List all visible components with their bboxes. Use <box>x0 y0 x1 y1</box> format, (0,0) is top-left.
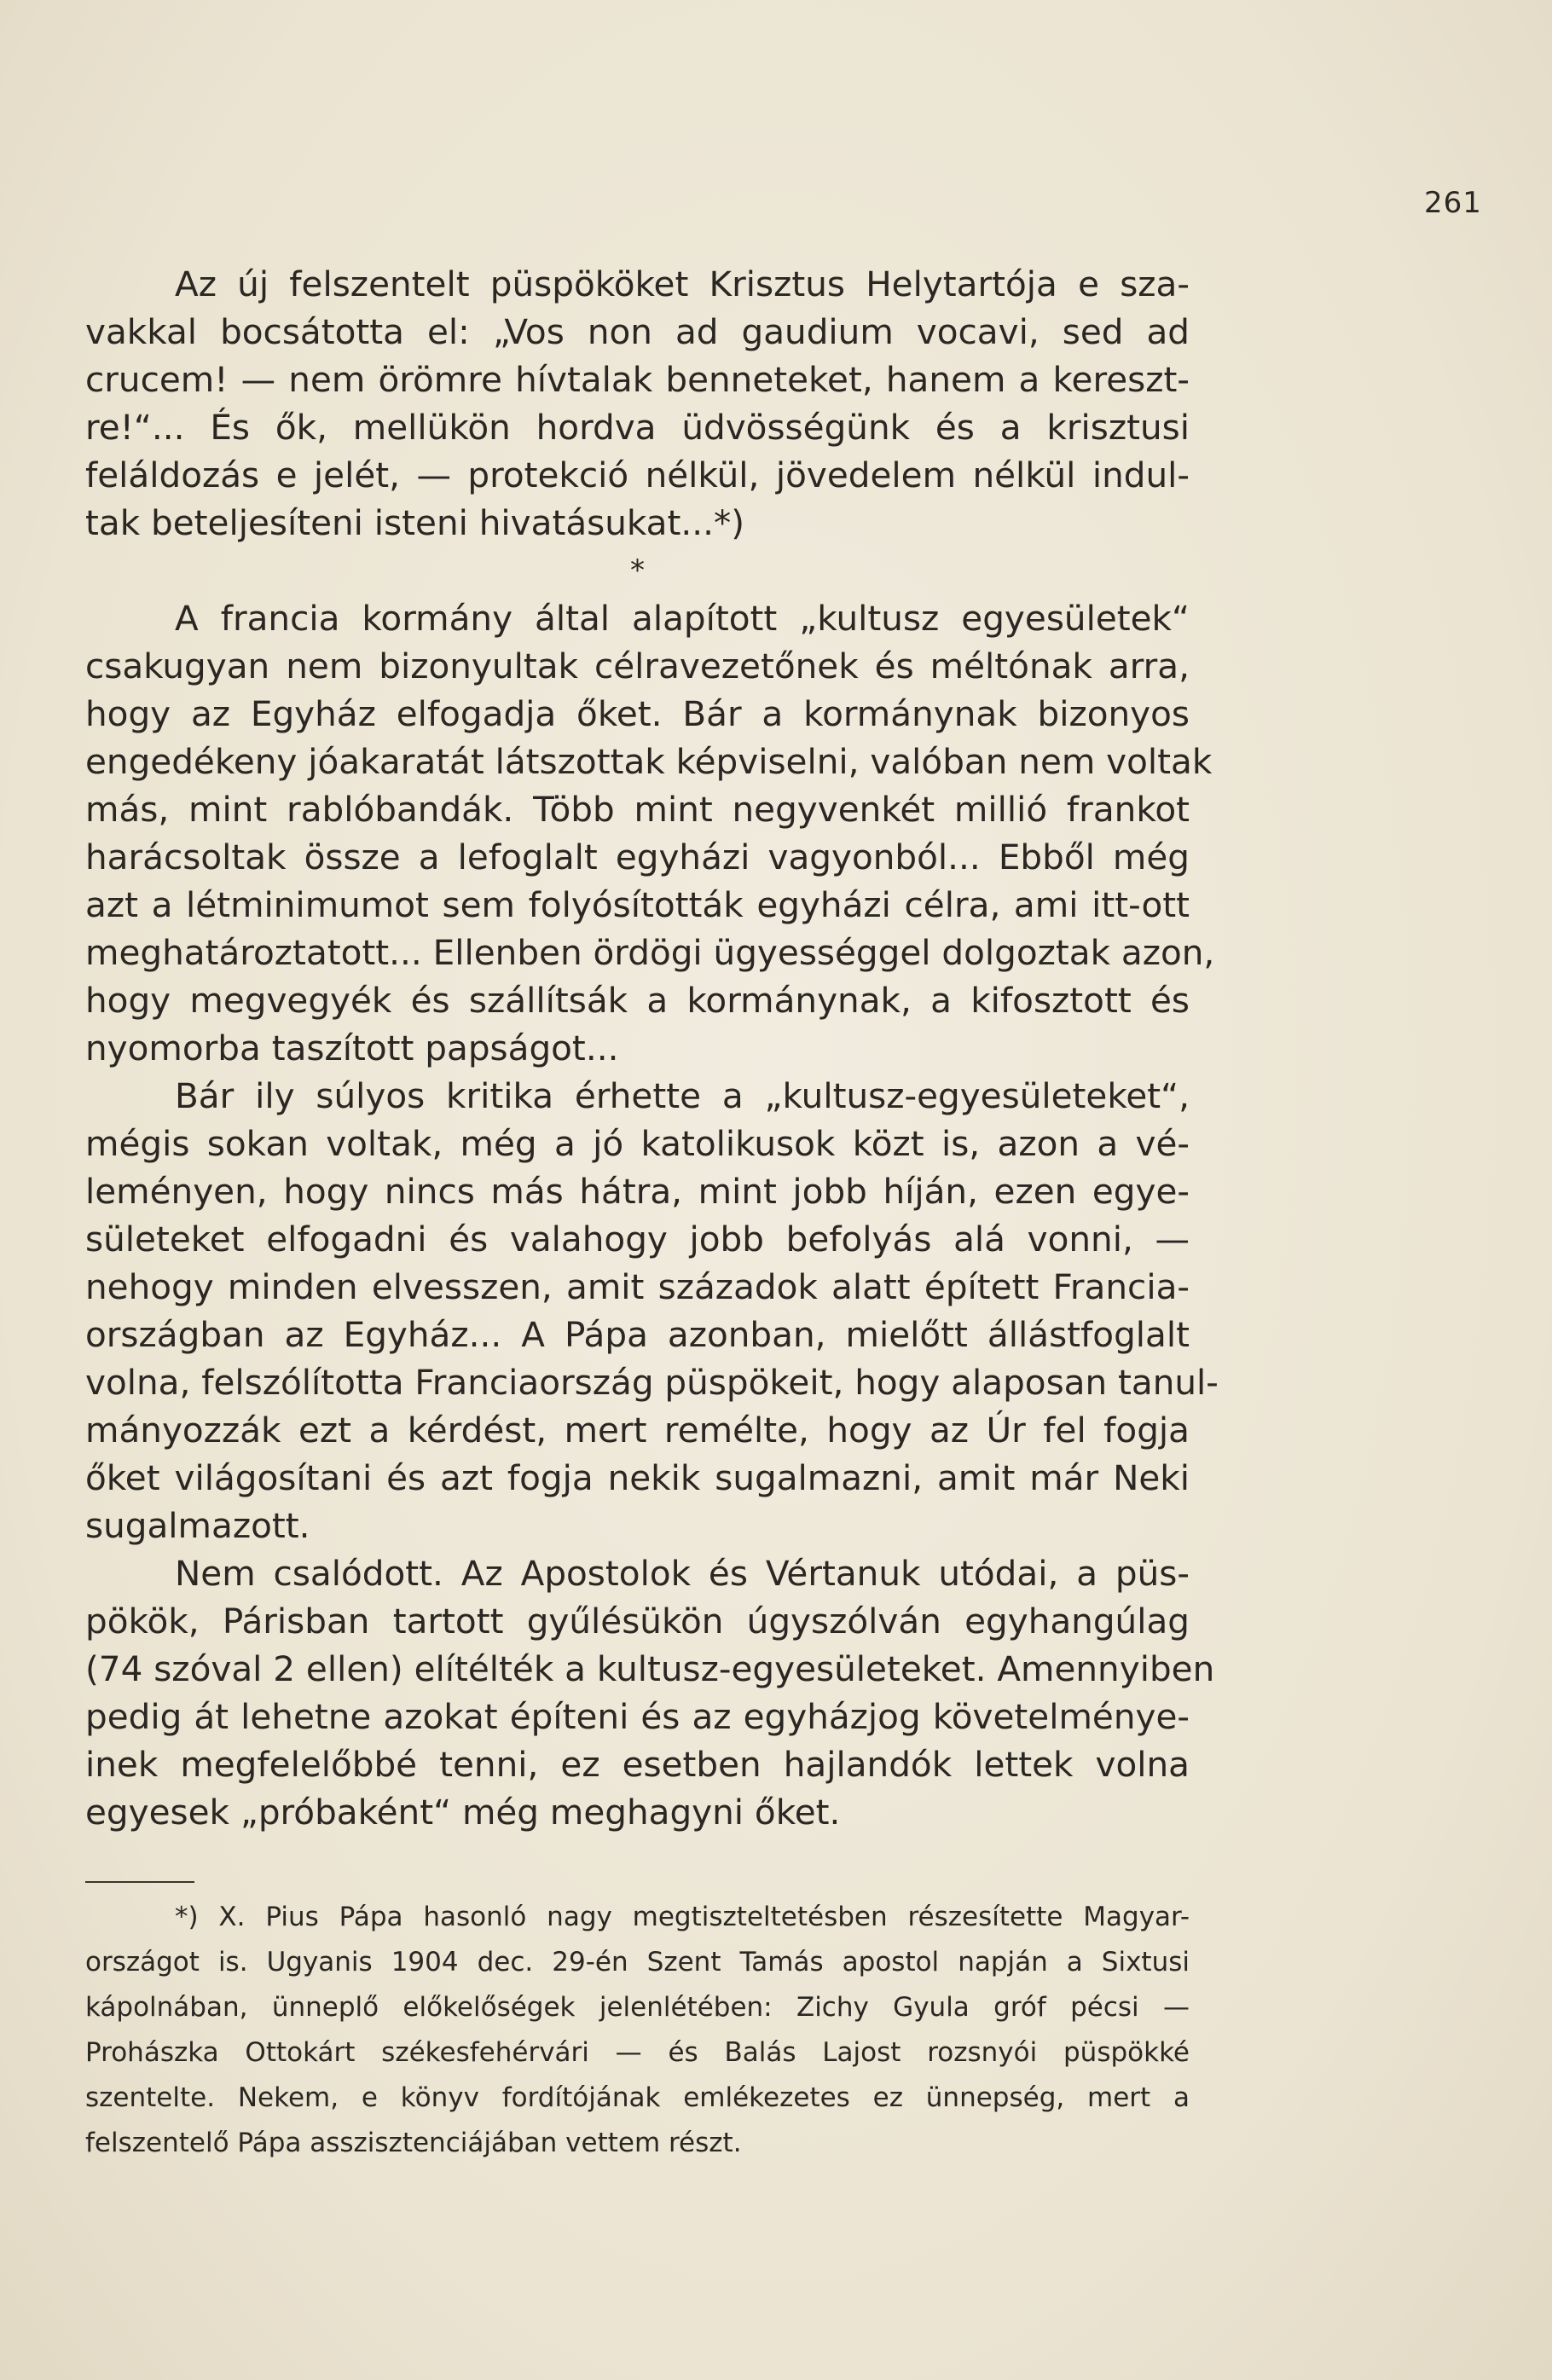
footnote-line: kápolnában, ünneplő előkelőségek jelenlétében: Zichy Gyula gróf pécsi — <box>85 1992 1190 2023</box>
text-line: sületeket elfogadni és valahogy jobb befolyás alá vonni, — <box>85 1219 1190 1259</box>
text-line: volna, felszólította Franciaország püspökeit, hogy alaposan tanul- <box>85 1362 1219 1403</box>
footnote-line: felszentelő Pápa asszisztenciájában vettem részt. <box>85 2128 742 2158</box>
text-line: csakugyan nem bizonyultak célravezetőnek és méltónak arra, <box>85 646 1190 686</box>
text-line: vakkal bocsátotta el: „Vos non ad gaudium vocavi, sed ad <box>85 311 1190 352</box>
text-line: országban az Egyház... A Pápa azonban, mielőtt állástfoglalt <box>85 1314 1190 1355</box>
text-line: pökök, Párisban tartott gyűlésükön úgyszólván egyhangúlag <box>85 1601 1190 1642</box>
text-line: őket világosítani és azt fogja nekik sugalmazni, amit már Neki <box>85 1457 1190 1498</box>
footnote-block <box>85 1895 1190 2166</box>
footnote-line: országot is. Ugyanis 1904 dec. 29-én Szent Tamás apostol napján a Sixtusi <box>85 1947 1190 1978</box>
text-line: inek megfelelőbbé tenni, ez esetben hajlandók lettek volna <box>85 1744 1190 1785</box>
text-line: harácsoltak össze a lefoglalt egyházi vagyonból... Ebből még <box>85 837 1190 877</box>
main-text <box>85 260 1219 1836</box>
page-number: 261 <box>1424 186 1482 220</box>
text-line: nyomorba taszított papságot... <box>85 1028 619 1068</box>
text-line: (74 szóval 2 ellen) elítélték a kultusz-egyesületeket. Amennyiben <box>85 1648 1215 1689</box>
text-line: engedékeny jóakaratát látszottak képviselni, valóban nem voltak <box>85 741 1213 782</box>
footnote-line: Prohászka Ottokárt székesfehérvári — és Balás Lajost rozsnyói püspökké <box>85 2037 1190 2068</box>
text-line: Nem csalódott. Az Apostolok és Vértanuk utódai, a püs- <box>175 1553 1190 1594</box>
text-line: mányozzák ezt a kérdést, mert remélte, hogy az Úr fel fogja <box>85 1410 1190 1451</box>
text-line: hogy megvegyék és szállítsák a kormánynak, a kifosztott és <box>85 980 1190 1021</box>
text-line: hogy az Egyház elfogadja őket. Bár a kormánynak bizonyos <box>85 693 1190 734</box>
footnote-line: szentelte. Nekem, e könyv fordítójának emlékezetes ez ünnepség, mert a <box>85 2082 1190 2113</box>
text-line: Az új felszentelt püspököket Krisztus Helytartója e sza- <box>175 263 1190 304</box>
text-line: crucem! — nem örömre hívtalak benneteket, hanem a kereszt- <box>85 359 1190 400</box>
section-separator: * <box>630 553 645 588</box>
text-line: nehogy minden elvesszen, amit századok alatt épített Francia- <box>85 1266 1190 1307</box>
text-line: A francia kormány által alapított „kultusz egyesületek“ <box>175 598 1190 639</box>
text-line: sugalmazott. <box>85 1505 310 1546</box>
text-line: mégis sokan voltak, még a jó katolikusok közt is, azon a vé- <box>85 1123 1190 1164</box>
footnote-line: *) X. Pius Pápa hasonló nagy megtiszteltetésben részesítette Magyar- <box>175 1902 1190 1932</box>
text-line: tak beteljesíteni isteni hivatásukat...*) <box>85 502 745 543</box>
text-line: azt a létminimumot sem folyósították egyházi célra, ami itt-ott <box>85 884 1190 925</box>
text-line: más, mint rablóbandák. Több mint negyvenkét millió frankot <box>85 789 1190 830</box>
text-line: egyesek „próbaként“ még meghagyni őket. <box>85 1792 841 1833</box>
text-line: leményen, hogy nincs más hátra, mint jobb híján, ezen egye- <box>85 1171 1190 1212</box>
text-line: re!“... És ők, mellükön hordva üdvösségünk és a krisztusi <box>85 407 1190 448</box>
footnote-divider <box>85 1881 194 1883</box>
text-line: Bár ily súlyos kritika érhette a „kultusz-egyesületeket“, <box>175 1075 1190 1116</box>
text-line: meghatároztatott... Ellenben ördögi ügyességgel dolgoztak azon, <box>85 932 1215 973</box>
text-line: pedig át lehetne azokat építeni és az egyházjog követelménye- <box>85 1696 1190 1737</box>
text-line: feláldozás e jelét, — protekció nélkül, jövedelem nélkül indul- <box>85 455 1190 495</box>
